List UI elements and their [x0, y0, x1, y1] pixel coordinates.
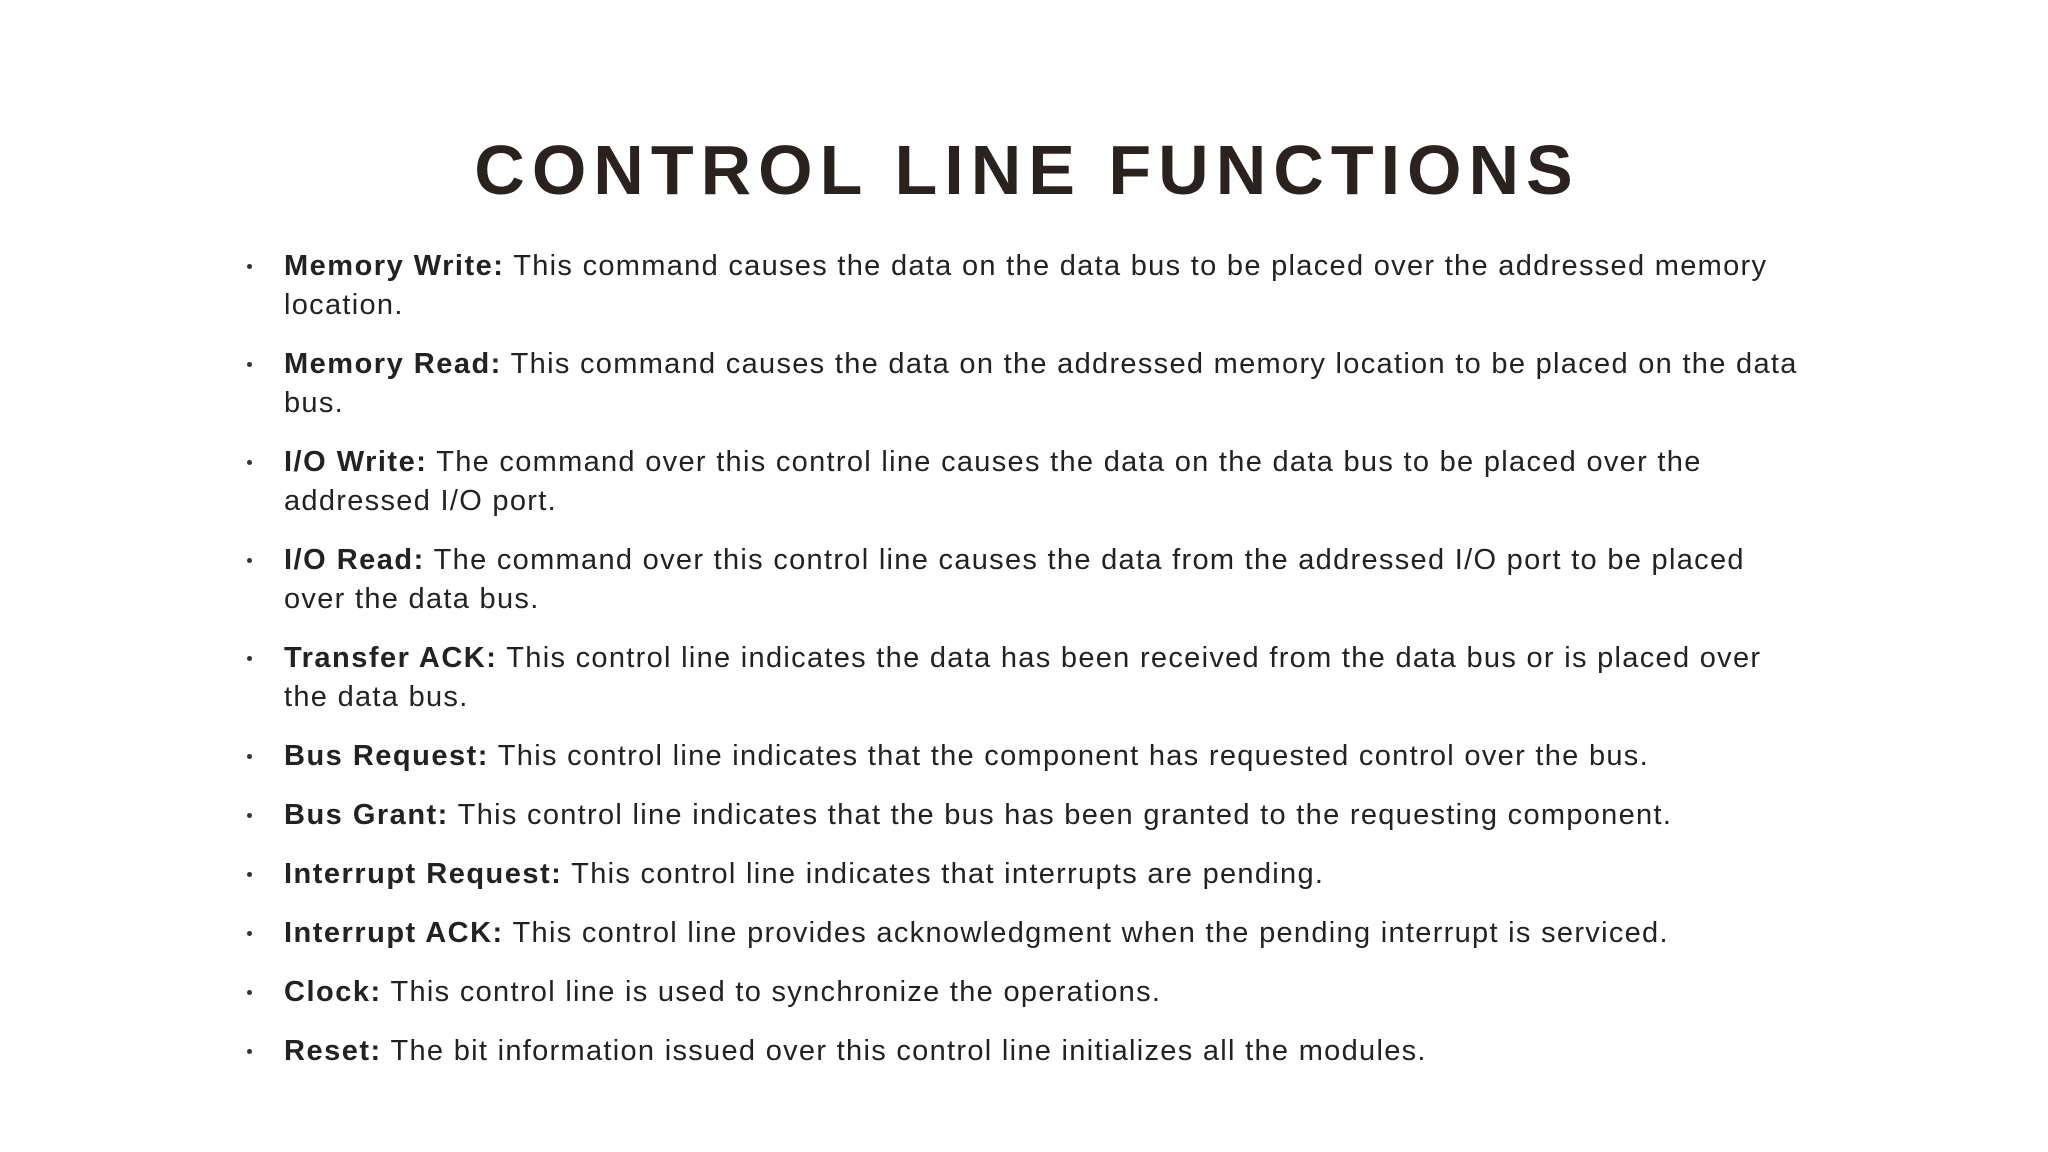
bullet-icon — [247, 813, 252, 818]
item-description: The command over this control line causes the data from the addressed I/O port to be placed over the data bus. — [284, 544, 1745, 615]
item-term: Bus Request: — [284, 740, 489, 772]
item-description: The command over this control line causes the data on the data bus to be placed over the addressed I/O port. — [284, 446, 1702, 517]
bullet-icon — [247, 1049, 252, 1054]
item-description: This command causes the data on the addressed memory location to be placed on the data bus. — [284, 348, 1798, 419]
slide-title: CONTROL LINE FUNCTIONS — [474, 131, 1580, 209]
list-item-clock — [284, 973, 1804, 1012]
item-term: Interrupt ACK: — [284, 917, 504, 949]
bullet-icon — [247, 558, 252, 563]
bullet-icon — [247, 931, 252, 936]
item-description: The bit information issued over this control line initializes all the modules. — [381, 1035, 1427, 1067]
list-item-reset — [284, 1032, 1804, 1071]
bullet-icon — [247, 990, 252, 995]
list-item-transfer-ack — [284, 639, 1804, 717]
bullet-icon — [247, 872, 252, 877]
bullet-icon — [247, 656, 252, 661]
item-term: I/O Read: — [284, 544, 425, 576]
item-term: Memory Read: — [284, 348, 502, 380]
item-description: This control line indicates that the component has requested control over the bus. — [488, 740, 1649, 772]
item-term: Bus Grant: — [284, 799, 449, 831]
item-description: This control line provides acknowledgment when the pending interrupt is serviced. — [503, 917, 1669, 949]
bullet-icon — [247, 362, 252, 367]
list-item-interrupt-request — [284, 855, 1804, 894]
list-item-bus-grant — [284, 796, 1804, 835]
bullet-icon — [247, 264, 252, 269]
control-line-list — [284, 247, 1804, 1091]
item-description: This control line indicates the data has been received from the data bus or is placed over the data bus. — [284, 642, 1762, 713]
list-item-io-write — [284, 443, 1804, 521]
item-term: Interrupt Request: — [284, 858, 563, 890]
item-term: Clock: — [284, 976, 382, 1008]
item-description: This control line indicates that the bus has been granted to the requesting component. — [448, 799, 1673, 831]
item-term: Reset: — [284, 1035, 382, 1067]
list-item-memory-write — [284, 247, 1804, 325]
item-description: This control line indicates that interrupts are pending. — [562, 858, 1325, 890]
item-term: Memory Write: — [284, 250, 505, 282]
list-item-interrupt-ack — [284, 914, 1804, 953]
bullet-icon — [247, 460, 252, 465]
list-item-io-read — [284, 541, 1804, 619]
item-term: I/O Write: — [284, 446, 428, 478]
item-term: Transfer ACK: — [284, 642, 498, 674]
bullet-icon — [247, 754, 252, 759]
list-item-bus-request — [284, 737, 1804, 776]
list-item-memory-read — [284, 345, 1804, 423]
item-description: This control line is used to synchronize the operations. — [381, 976, 1162, 1008]
item-description: This command causes the data on the data bus to be placed over the addressed memory location. — [284, 250, 1768, 321]
